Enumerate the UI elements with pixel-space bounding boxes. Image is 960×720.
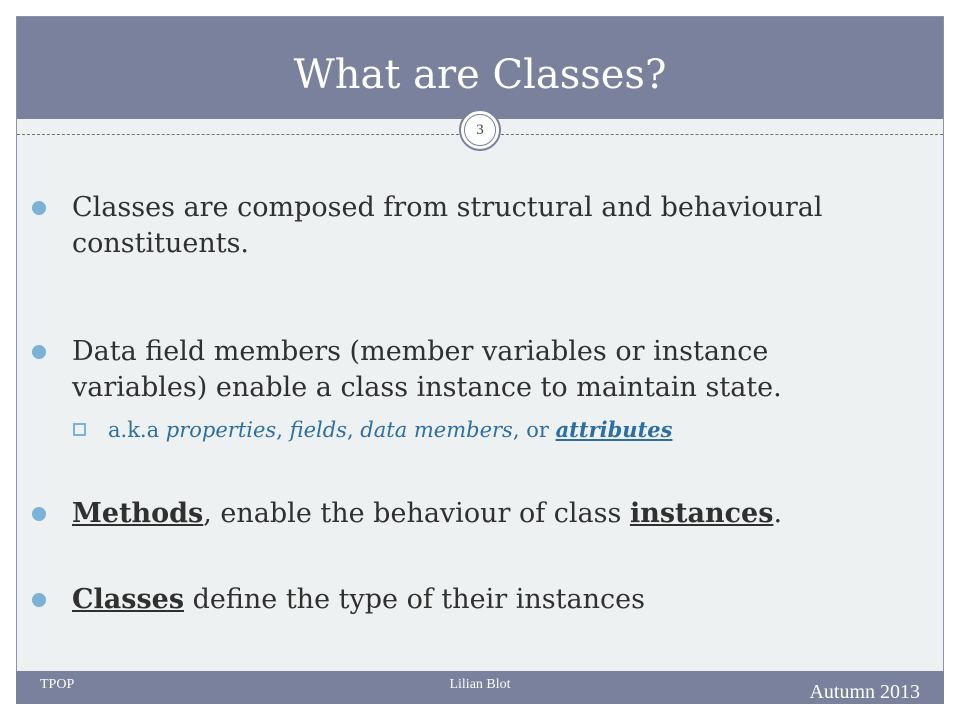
term-fields: fields bbox=[289, 418, 347, 442]
square-bullet-icon bbox=[73, 423, 86, 436]
page-number-badge bbox=[459, 109, 501, 151]
separator: , bbox=[346, 418, 361, 442]
sub-bullet-text bbox=[108, 418, 672, 442]
bullet-item bbox=[32, 496, 782, 532]
bullet-item bbox=[32, 334, 912, 406]
separator: , bbox=[276, 418, 290, 442]
slide-title: What are Classes? bbox=[293, 52, 667, 98]
sub-prefix: a.k.a bbox=[108, 418, 166, 442]
bullet-item bbox=[32, 582, 645, 618]
instances-link[interactable]: instances bbox=[629, 498, 774, 529]
bullet-dot-icon bbox=[32, 507, 46, 521]
sub-bullet-item bbox=[73, 416, 672, 444]
title-bar bbox=[17, 17, 943, 119]
bullet-text: Classes are composed from structural and behavioural constituents. bbox=[72, 192, 823, 259]
page-number: 3 bbox=[464, 114, 496, 146]
term-data-members: data members bbox=[360, 418, 513, 442]
text-rest: define the type of their instances bbox=[184, 584, 645, 615]
bullet-text bbox=[72, 582, 645, 618]
bullet-dot-icon bbox=[32, 593, 46, 607]
text-post: . bbox=[773, 498, 783, 529]
attributes-link[interactable]: attributes bbox=[555, 417, 673, 442]
separator: , or bbox=[512, 418, 556, 442]
footer-bar bbox=[16, 671, 944, 704]
footer-term: Autumn 2013 bbox=[809, 681, 920, 703]
footer-author: Lilian Blot bbox=[449, 677, 511, 692]
footer-course: TPOP bbox=[40, 677, 75, 692]
term-properties: properties bbox=[165, 418, 277, 442]
bullet-text bbox=[72, 496, 782, 532]
text-mid: , enable the behaviour of class bbox=[203, 498, 630, 529]
bullet-item bbox=[32, 190, 912, 262]
bullet-dot-icon bbox=[32, 201, 46, 215]
bullet-text: Data field members (member variables or instance variables) enable a class instance to maintain state. bbox=[72, 336, 782, 403]
methods-link[interactable]: Methods bbox=[72, 498, 204, 529]
bullet-dot-icon bbox=[32, 345, 46, 359]
classes-link[interactable]: Classes bbox=[72, 584, 185, 615]
